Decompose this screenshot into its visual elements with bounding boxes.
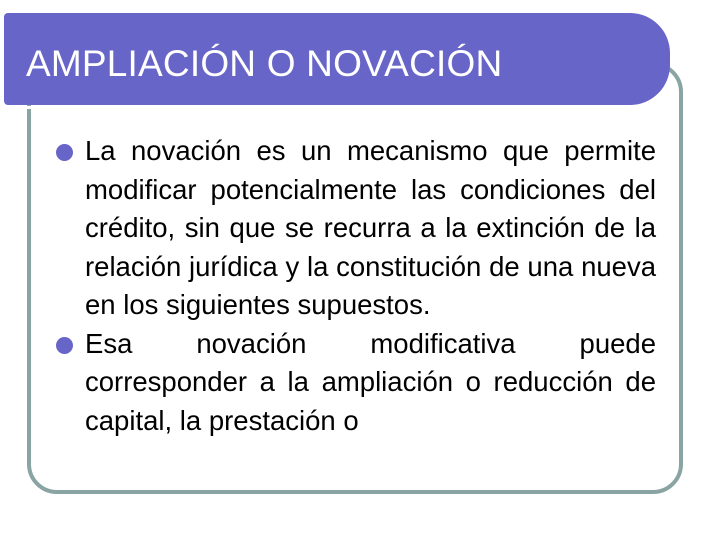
bullet-dot-icon [56, 337, 73, 354]
slide-title: AMPLIACIÓN O NOVACIÓN [26, 43, 503, 84]
bullet-item-modificativa [55, 325, 656, 441]
title-underline [26, 106, 641, 109]
bullet-item-novacion [55, 132, 656, 325]
bullet-text: La novación es un mecanismo que permite modificar potencialmente las condiciones del crédito, sin que se recurra a la extinción de la relación jurídica y la constitución de una nueva en los siguientes supuestos. [85, 135, 656, 320]
title-bar [4, 13, 670, 105]
bullet-text: Esa novación modificativa puede corresponder a la ampliación o reducción de capital, la prestación o [85, 327, 656, 436]
bullet-dot-icon [56, 144, 73, 161]
bullet-list [55, 132, 656, 440]
